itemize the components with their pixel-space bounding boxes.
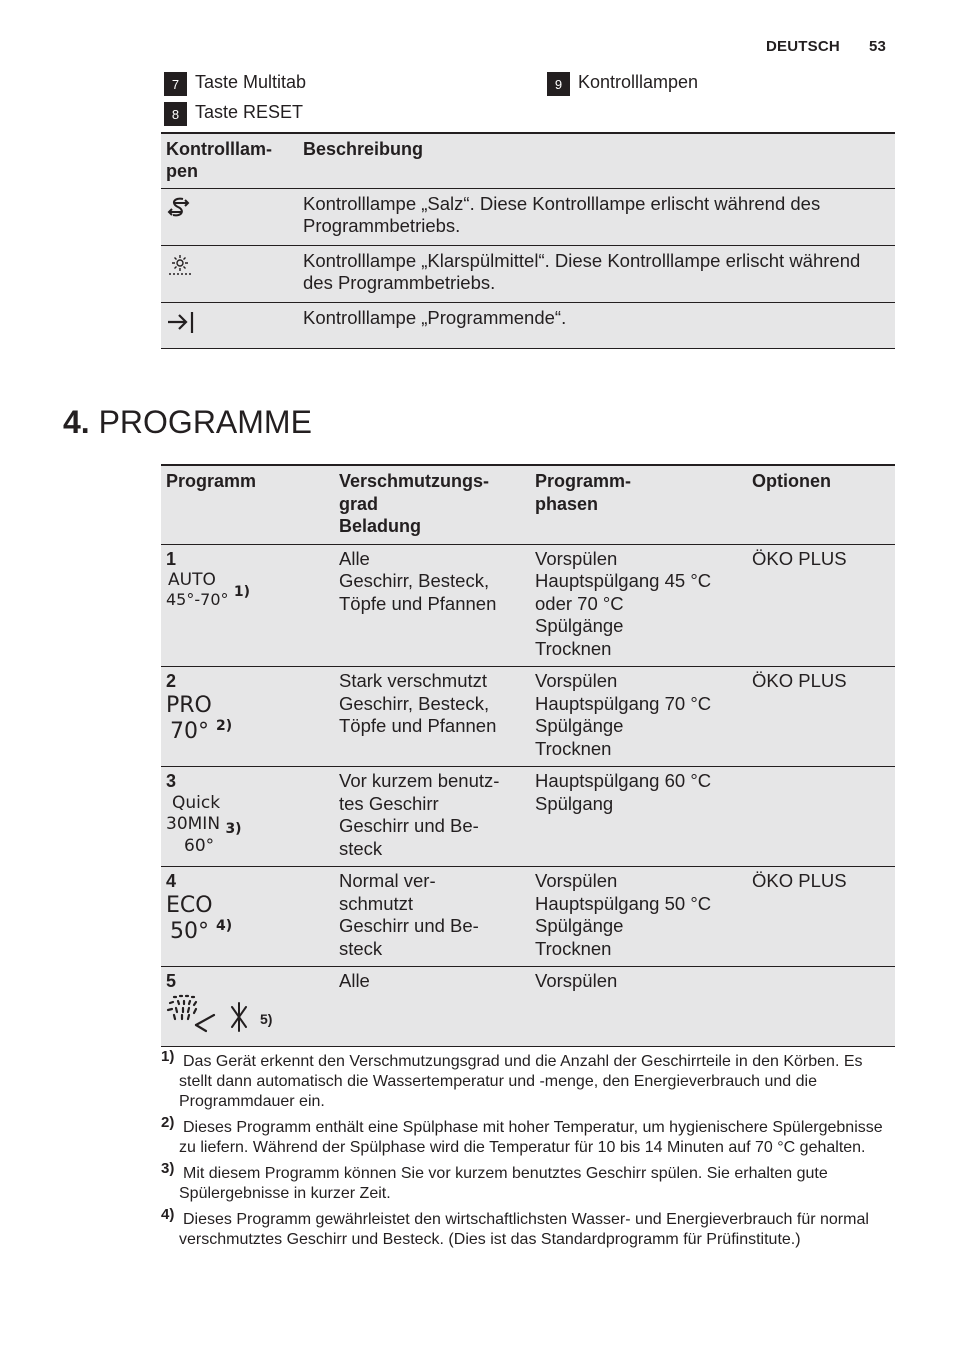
program-phases [530, 544, 747, 667]
program-options: ÖKO PLUS [747, 667, 895, 767]
text-line: Vorspülen [535, 670, 618, 691]
program-end-icon [166, 309, 196, 335]
table-row [161, 246, 895, 303]
legend-item-8 [164, 102, 303, 126]
program-options: ÖKO PLUS [747, 544, 895, 667]
text-line: Stark verschmutzt [339, 670, 488, 691]
table-row [161, 867, 895, 967]
text-line: tes Geschirr [339, 792, 439, 814]
footnote [161, 1206, 891, 1250]
text-line: Spülgang [535, 792, 614, 814]
table-row [161, 767, 895, 867]
table-row [161, 544, 895, 667]
text-line: Vorspülen [535, 547, 618, 569]
section-heading: PROGRAMME [98, 404, 312, 440]
table-row [161, 189, 895, 246]
footnotes [161, 1048, 891, 1256]
soil-level [334, 667, 530, 767]
legend-item-9 [547, 72, 698, 96]
text-line: Hauptspülgang 45 °C [535, 570, 712, 591]
table-row [161, 303, 895, 349]
table-row [161, 667, 895, 767]
pro-program-symbol [166, 693, 330, 747]
symbol-line: 45°-70° [166, 590, 229, 609]
rinse-spray-icon [166, 993, 262, 1037]
text-line: Spülgänge [535, 715, 624, 736]
footnote-ref: 5) [260, 1011, 273, 1027]
text-line: schmutzt [339, 892, 414, 914]
symbol-line: AUTO [168, 570, 216, 590]
text-line: Normal ver- [339, 870, 436, 891]
rinse-aid-icon [166, 252, 194, 278]
legend-number: 9 [547, 72, 570, 96]
text-line: Spülgänge [535, 915, 624, 936]
program-phases [530, 767, 747, 867]
text-line: Geschirr, Besteck, [339, 692, 490, 714]
column-header-phases: Programm- phasen [530, 465, 747, 544]
program-phases [530, 867, 747, 967]
text-line: Vorspülen [535, 970, 618, 991]
section-number: 4. [63, 404, 90, 440]
text-line: Trocknen [535, 737, 612, 759]
header-language: DEUTSCH [766, 38, 840, 55]
text-line: Geschirr und Be- [339, 815, 479, 836]
soil-level [334, 544, 530, 667]
column-header-soil-level: Verschmutzungs- grad Beladung [334, 465, 530, 544]
footnote-ref: 1) [233, 584, 251, 600]
text-line: Alle [339, 547, 370, 569]
program-number: 2 [166, 671, 177, 691]
text-line: Trocknen [535, 637, 612, 659]
footnote [161, 1114, 891, 1158]
table-row [161, 967, 895, 1047]
symbol-line: ECO [166, 892, 213, 918]
lamp-description: Kontrolllampe „Salz“. Diese Kontrolllampe erlischt während des Programmbetriebs. [298, 189, 895, 246]
lamp-description: Kontrolllampe „Programmende“. [298, 303, 895, 349]
text-line: Hauptspülgang 50 °C [535, 892, 712, 914]
program-phases [530, 667, 747, 767]
salt-icon [166, 195, 192, 221]
text-line: Vor kurzem benutz- [339, 770, 500, 791]
soil-level [334, 967, 530, 1047]
text-line: Spülgänge [535, 615, 624, 636]
footnote-text: Das Gerät erkennt den Verschmutzungsgrad und die Anzahl der Geschirrteile in den Körben. Es stellt dann automatisch die Wassertemperatur und -menge, den Energieverbrauch und die Programmdauer ein. [179, 1053, 863, 1110]
program-number: 3 [166, 771, 177, 791]
column-header-description: Beschreibung [298, 133, 895, 189]
legend-label: Kontrolllampen [578, 71, 699, 92]
section-title [63, 404, 312, 441]
legend-label: Taste Multitab [195, 71, 307, 92]
column-header-program: Programm [161, 465, 334, 544]
symbol-line: 50° [170, 918, 209, 944]
program-table [161, 464, 895, 1047]
auto-program-symbol [166, 571, 330, 611]
rinse-hold-program-symbol [166, 993, 330, 1037]
footnote-text: Mit diesem Programm können Sie vor kurzem benutztes Geschirr spülen. Sie erhalten gute Spülergebnisse in kurzer Zeit. [179, 1165, 828, 1202]
text-line: Töpfe und Pfannen [339, 715, 497, 736]
footnote-mark: 3) [161, 1160, 175, 1177]
page-number: 53 [869, 38, 887, 55]
program-options [747, 767, 895, 867]
program-number: 5 [166, 971, 177, 991]
indicator-lamp-table [161, 132, 895, 349]
program-number: 1 [166, 548, 177, 569]
program-options: ÖKO PLUS [747, 867, 895, 967]
footnote-ref: 3) [225, 820, 242, 837]
symbol-line: 30MIN [166, 813, 221, 834]
text-line: Hauptspülgang 70 °C [535, 692, 712, 714]
text-line: Hauptspülgang 60 °C [535, 770, 712, 791]
footnote-mark: 4) [161, 1206, 175, 1223]
footnote-mark: 1) [161, 1048, 175, 1065]
symbol-line: PRO [166, 692, 212, 718]
footnote-mark: 2) [161, 1114, 175, 1131]
footnote-ref: 2) [216, 717, 233, 734]
symbol-line: 70° [170, 718, 209, 744]
soil-level [334, 867, 530, 967]
program-options [747, 967, 895, 1047]
footnote [161, 1160, 891, 1204]
symbol-line: 60° [184, 835, 215, 856]
legend-number: 8 [164, 102, 187, 126]
legend-item-7 [164, 72, 306, 96]
quick-program-symbol [166, 793, 330, 857]
text-line: steck [339, 937, 383, 959]
footnote-ref: 4) [216, 917, 233, 934]
footnote-text: Dieses Programm enthält eine Spülphase mit hoher Temperatur, um hygienischere Spülergebnisse zu liefern. Während der Spülphase wird die Temperatur für 10 bis 14 Minuten auf 70 °C gehalten. [179, 1119, 883, 1156]
text-line: Vorspülen [535, 870, 618, 891]
symbol-line: Quick [172, 792, 221, 813]
text-line: steck [339, 837, 383, 859]
column-header-lamp: Kontrolllam- pen [161, 133, 298, 189]
program-phases [530, 967, 747, 1047]
column-header-options: Optionen [747, 465, 895, 544]
eco-program-symbol [166, 893, 330, 947]
footnote [161, 1048, 891, 1112]
legend-label: Taste RESET [195, 101, 304, 122]
legend-number: 7 [164, 72, 187, 96]
text-line: Geschirr und Be- [339, 915, 479, 936]
footnote-text: Dieses Programm gewährleistet den wirtschaftlichsten Wasser- und Energieverbrauch für normal verschmutztes Geschirr und Besteck. (Dies ist das Standardprogramm für Prüfinstitute.) [179, 1211, 869, 1248]
program-number: 4 [166, 871, 177, 891]
soil-level [334, 767, 530, 867]
text-line: oder 70 °C [535, 592, 624, 614]
text-line: Trocknen [535, 937, 612, 959]
text-line: Töpfe und Pfannen [339, 592, 497, 614]
text-line: Alle [339, 970, 370, 991]
lamp-description: Kontrolllampe „Klarspülmittel“. Diese Kontrolllampe erlischt während des Programmbetriebs. [298, 246, 895, 303]
text-line: Geschirr, Besteck, [339, 570, 490, 591]
